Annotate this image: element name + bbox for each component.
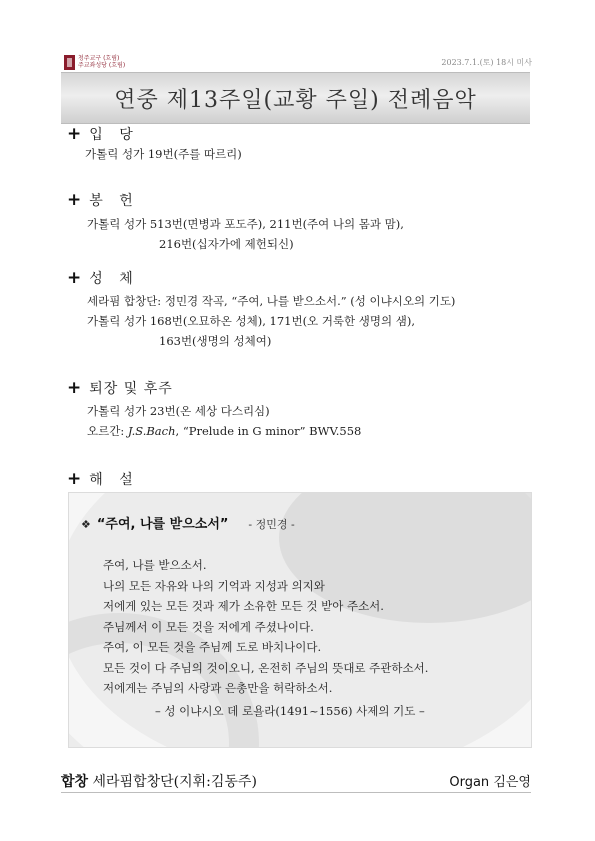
section-heading: 해 설: [89, 472, 139, 488]
prayer-text: [103, 555, 428, 721]
diamond-bullet-icon: ❖: [81, 518, 91, 531]
offertory-line-1: 가톨릭 성가 513번(면병과 포도주), 211번(주여 나의 몸과 맘),: [87, 217, 404, 231]
plus-icon: +: [67, 267, 82, 288]
logo-line2: 주교좌성당 (흐림): [78, 62, 126, 69]
communion-line-3: 163번(생명의 성체여): [159, 334, 272, 348]
page-title: 연중 제13주일(교황 주일) 전례음악: [114, 87, 477, 113]
organ-postlude-line: [67, 421, 361, 441]
choir-text: 세라핌합창단(지휘:김동주): [92, 774, 257, 790]
prayer-line: 주님께서 이 모든 것을 저에게 주셨나이다.: [103, 619, 314, 634]
footer: [61, 771, 531, 791]
section-communion: [67, 268, 455, 351]
prayer-line: 모든 것이 다 주님의 것이오니, 온전히 주님의 뜻대로 주관하소서.: [103, 660, 429, 675]
parish-logo: [64, 53, 134, 71]
organist-credit: [449, 771, 531, 790]
offertory-line-2: 216번(십자가에 제헌되신): [159, 237, 294, 251]
prayer-line: 주여, 나를 받으소서.: [103, 558, 207, 572]
section-entrance: [67, 124, 242, 164]
prayer-line: 저에게 있는 모든 것과 제가 소유한 모든 것 받아 주소서.: [103, 599, 384, 613]
section-offertory: [67, 190, 404, 254]
prayer-line: 저에게는 주님의 사랑과 은총만을 허락하소서.: [103, 681, 333, 695]
logo-emblem-icon: [64, 55, 75, 70]
section-recessional: [67, 378, 361, 441]
plus-icon: +: [67, 377, 82, 398]
plus-icon: +: [67, 123, 82, 144]
communion-line-2: 가톨릭 성가 168번(오묘하온 성체), 171번(오 거룩한 생명의 샘),: [87, 314, 416, 328]
organ-label: Organ: [449, 775, 490, 790]
commentary-title: “주여, 나를 받으소서”: [96, 517, 229, 532]
choir-label: 합창: [61, 774, 89, 790]
plus-icon: +: [67, 189, 82, 210]
plus-icon: +: [67, 468, 82, 489]
section-heading: 퇴장 및 후주: [89, 381, 173, 397]
section-heading: 입 당: [89, 127, 139, 143]
entrance-line: 가톨릭 성가 19번(주를 따르리): [85, 147, 242, 161]
section-heading: 봉 헌: [89, 193, 139, 209]
logo-text: [78, 55, 125, 69]
section-commentary: [67, 469, 139, 489]
choir-credit: [61, 771, 257, 791]
section-heading: 성 체: [89, 271, 139, 287]
recessional-line-1: 가톨릭 성가 23번(온 세상 다스리심): [87, 404, 270, 418]
prayer-source: – 성 이냐시오 데 로욜라(1491~1556) 사제의 기도 –: [155, 703, 425, 718]
composer-name: J.S.Bach: [127, 424, 176, 438]
commentary-header: [81, 513, 295, 532]
organ-piece: , “Prelude in G minor” BWV.558: [175, 424, 362, 438]
footer-divider: [61, 792, 531, 793]
prayer-line: 주여, 이 모든 것을 주님께 도로 바치나이다.: [103, 640, 322, 654]
commentary-author: - 정민경 -: [248, 518, 295, 531]
organist-name: 김은영: [493, 775, 531, 790]
mass-date: 2023.7.1.(토) 18시 미사: [441, 58, 532, 67]
logo-line1: 청주교구 (흐림): [78, 55, 120, 62]
communion-line-1: 세라핌 합창단: 정민경 작곡, “주여, 나를 받으소서.” (성 이냐시오의 기도): [87, 294, 456, 308]
prayer-line: 나의 모든 자유와 나의 기억과 지성과 의지와: [103, 578, 325, 593]
title-banner: [61, 72, 530, 124]
organ-prefix: 오르간:: [87, 424, 128, 438]
commentary-box: [68, 492, 532, 748]
